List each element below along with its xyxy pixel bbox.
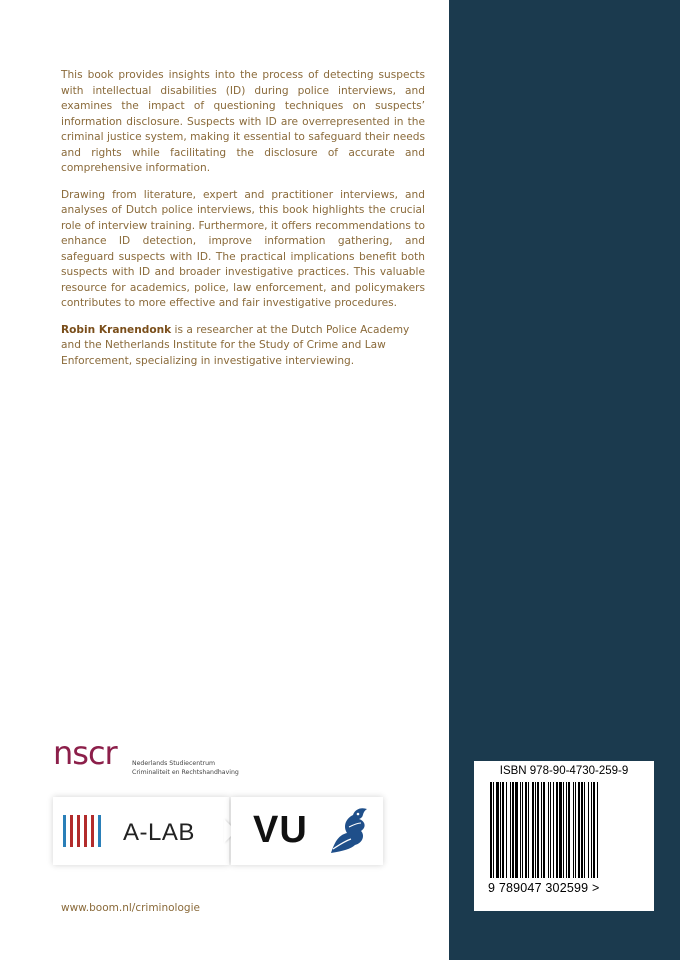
- blurb-paragraph-1: This book provides insights into the process of detecting suspects with intellectual disabilities (ID) during police interviews, and examines the impact of questioning techniques on suspects’ information disclosure. Suspects with ID are overrepresented in the criminal justice system, making it essential to safeguard their needs and rights while facilitating the disclosure of accurate and comprehensive information.: [61, 69, 425, 174]
- alab-wordmark: A-LAB: [123, 819, 195, 846]
- barcode-bar: [493, 782, 494, 878]
- alab-logo: [53, 797, 229, 865]
- barcode-bar: [550, 782, 551, 878]
- vu-logo: [231, 797, 383, 865]
- alab-bar: [91, 815, 94, 847]
- barcode-bar: [548, 782, 549, 878]
- barcode-bar: [553, 782, 554, 878]
- author-bio-text: is a researcher at the Dutch Police Academy and the Netherlands Institute for the Study of Crime and Law Enforcement, specializing in investigative interviewing.: [61, 323, 410, 367]
- barcode-bar: [556, 782, 558, 878]
- alab-bar: [98, 815, 101, 847]
- alab-bar: [63, 815, 66, 847]
- barcode-bar: [496, 782, 499, 878]
- nscr-mark: nscr: [53, 734, 117, 772]
- barcode-bar: [568, 782, 570, 878]
- barcode-bar: [506, 782, 507, 878]
- isbn-barcode: [474, 761, 654, 911]
- nscr-subtitle-line-1: Nederlands Studiecentrum: [132, 760, 216, 767]
- barcode-bar: [500, 782, 501, 878]
- barcode-bar: [535, 782, 536, 878]
- alab-bars-icon: [63, 815, 105, 851]
- barcode-bar: [559, 782, 562, 878]
- barcode-bar: [512, 782, 514, 878]
- barcode-bar: [563, 782, 564, 878]
- nscr-subtitle-line-2: Criminaliteit en Rechtshandhaving: [132, 768, 239, 776]
- blurb-paragraph-2: Drawing from literature, expert and practitioner interviews, and analyses of Dutch police interviews, this book highlights the crucial role of interview training. Furthermore, it offers recommendations to enhance ID detection, improve information gathering, and safeguard suspects with ID. The practical implications benefit both suspects with ID and broader investigative practices. This valuable resource for academics, police, law enforcement, and policymakers contributes to more effective and fair investigative procedures.: [61, 188, 425, 309]
- barcode-bar: [584, 782, 585, 878]
- barcode-bar: [578, 782, 580, 878]
- barcode-bar: [588, 782, 589, 878]
- barcode-bar: [515, 782, 518, 878]
- barcode-bar: [575, 782, 576, 878]
- barcode-bar: [528, 782, 529, 878]
- isbn-label: ISBN 978-90-4730-259-9: [499, 765, 629, 777]
- barcode-bar: [573, 782, 574, 878]
- barcode-bar: [520, 782, 521, 878]
- barcode-bar: [532, 782, 534, 878]
- barcode-bar: [490, 782, 492, 878]
- barcode-bar: [541, 782, 542, 878]
- barcode-bar: [525, 782, 527, 878]
- alab-bar: [70, 815, 73, 847]
- barcode-digits: 9 789047 302599 >: [488, 881, 600, 895]
- barcode-bar: [591, 782, 592, 878]
- barcode-bar: [566, 782, 567, 878]
- alab-bar: [84, 815, 87, 847]
- nscr-logo: [53, 734, 253, 782]
- vu-wordmark: VU: [253, 809, 308, 851]
- barcode-bar: [502, 782, 504, 878]
- website-url: www.boom.nl/criminologie: [61, 902, 200, 914]
- barcode-bar: [537, 782, 539, 878]
- barcode-icon: [488, 782, 640, 882]
- author-name: Robin Kranendonk: [61, 323, 172, 336]
- barcode-bar: [597, 782, 598, 878]
- griffin-icon: [325, 805, 371, 857]
- barcode-bar: [543, 782, 545, 878]
- barcode-bar: [510, 782, 511, 878]
- alab-bar: [77, 815, 80, 847]
- partner-logos: [53, 797, 383, 867]
- nscr-subtitle: [132, 760, 272, 777]
- blurb: [61, 68, 425, 380]
- barcode-bar: [522, 782, 523, 878]
- author-bio: [61, 323, 425, 370]
- barcode-bar: [581, 782, 583, 878]
- barcode-bar: [593, 782, 595, 878]
